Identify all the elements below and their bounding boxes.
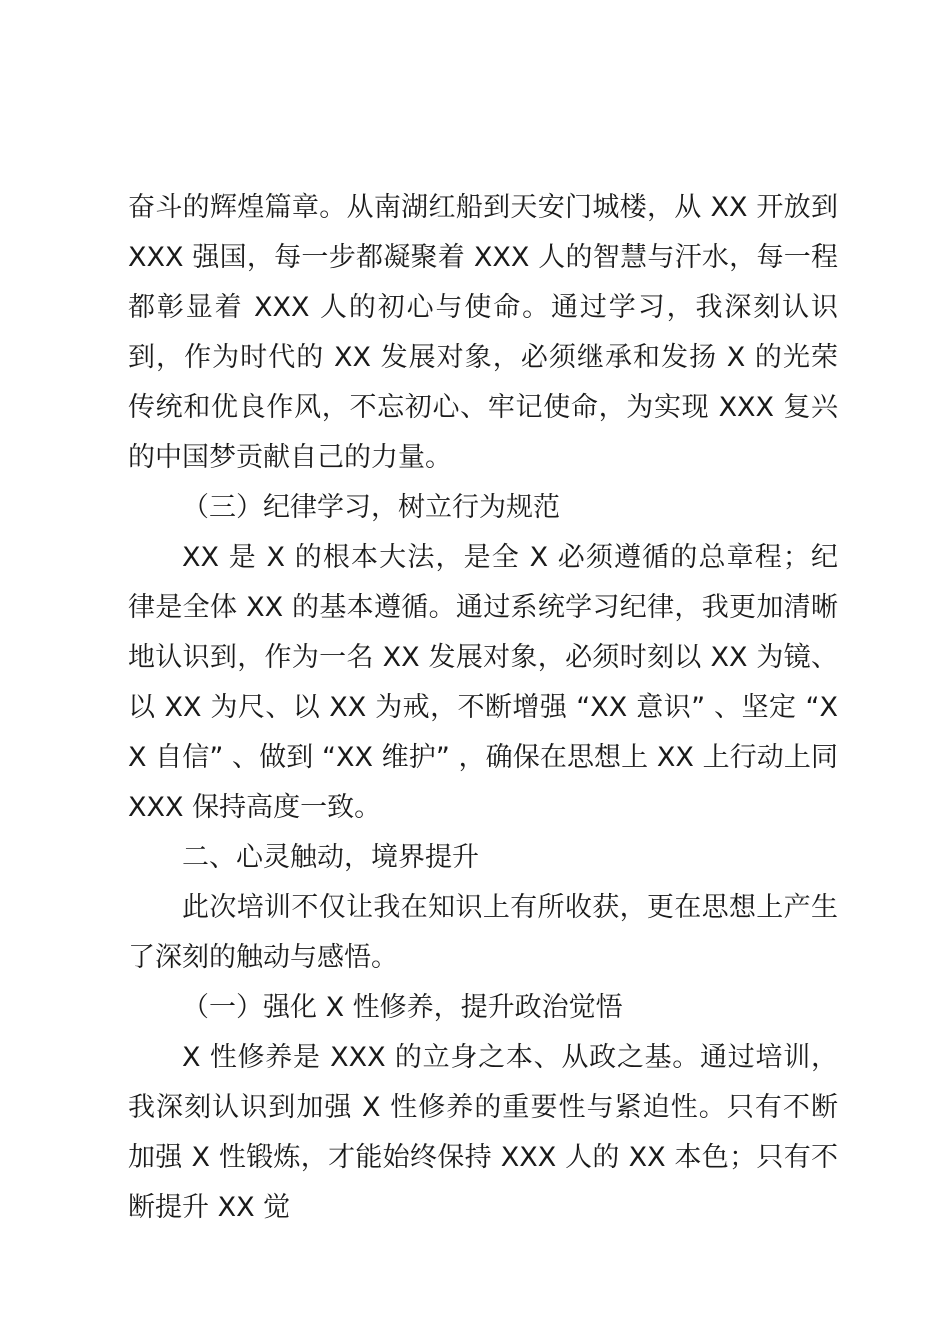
- body-paragraph: X 性修养是 XXX 的立身之本、从政之基。通过培训，我深刻认识到加强 X 性修养的重要性与紧迫性。只有不断加强 X 性锻炼，才能始终保持 XXX 人的 XX 本色；只有不断提升 XX 觉: [128, 1042, 838, 1223]
- section-heading: （三）纪律学习，树立行为规范: [182, 492, 560, 523]
- body-paragraph: 奋斗的辉煌篇章。从南湖红船到天安门城楼，从 XX 开放到 XXX 强国，每一步都凝聚着 XXX 人的智慧与汗水，每一程都彰显着 XXX 人的初心与使命。通过学习，我深刻认识到，作为时代的 XX 发展对象，必须继承和发扬 X 的光荣传统和优良作风，不忘初心、牢记使命，为实现 XXX 复兴的中国梦贡献自己的力量。: [128, 192, 838, 473]
- body-paragraph: 此次培训不仅让我在知识上有所收获，更在思想上产生了深刻的触动与感悟。: [128, 892, 838, 973]
- chapter-heading: 二、心灵触动，境界提升: [182, 842, 479, 873]
- section-heading: （一）强化 X 性修养，提升政治觉悟: [182, 992, 623, 1023]
- document-body: [128, 183, 838, 1233]
- body-paragraph: XX 是 X 的根本大法，是全 X 必须遵循的总章程；纪律是全体 XX 的基本遵循。通过系统学习纪律，我更加清晰地认识到，作为一名 XX 发展对象，必须时刻以 XX 为镜、以 XX 为尺、以 XX 为戒，不断增强 “XX 意识” 、坚定 “XX 自信” 、做到 “XX 维护” ，确保在思想上 XX 上行动上同 XXX 保持高度一致。: [128, 542, 838, 823]
